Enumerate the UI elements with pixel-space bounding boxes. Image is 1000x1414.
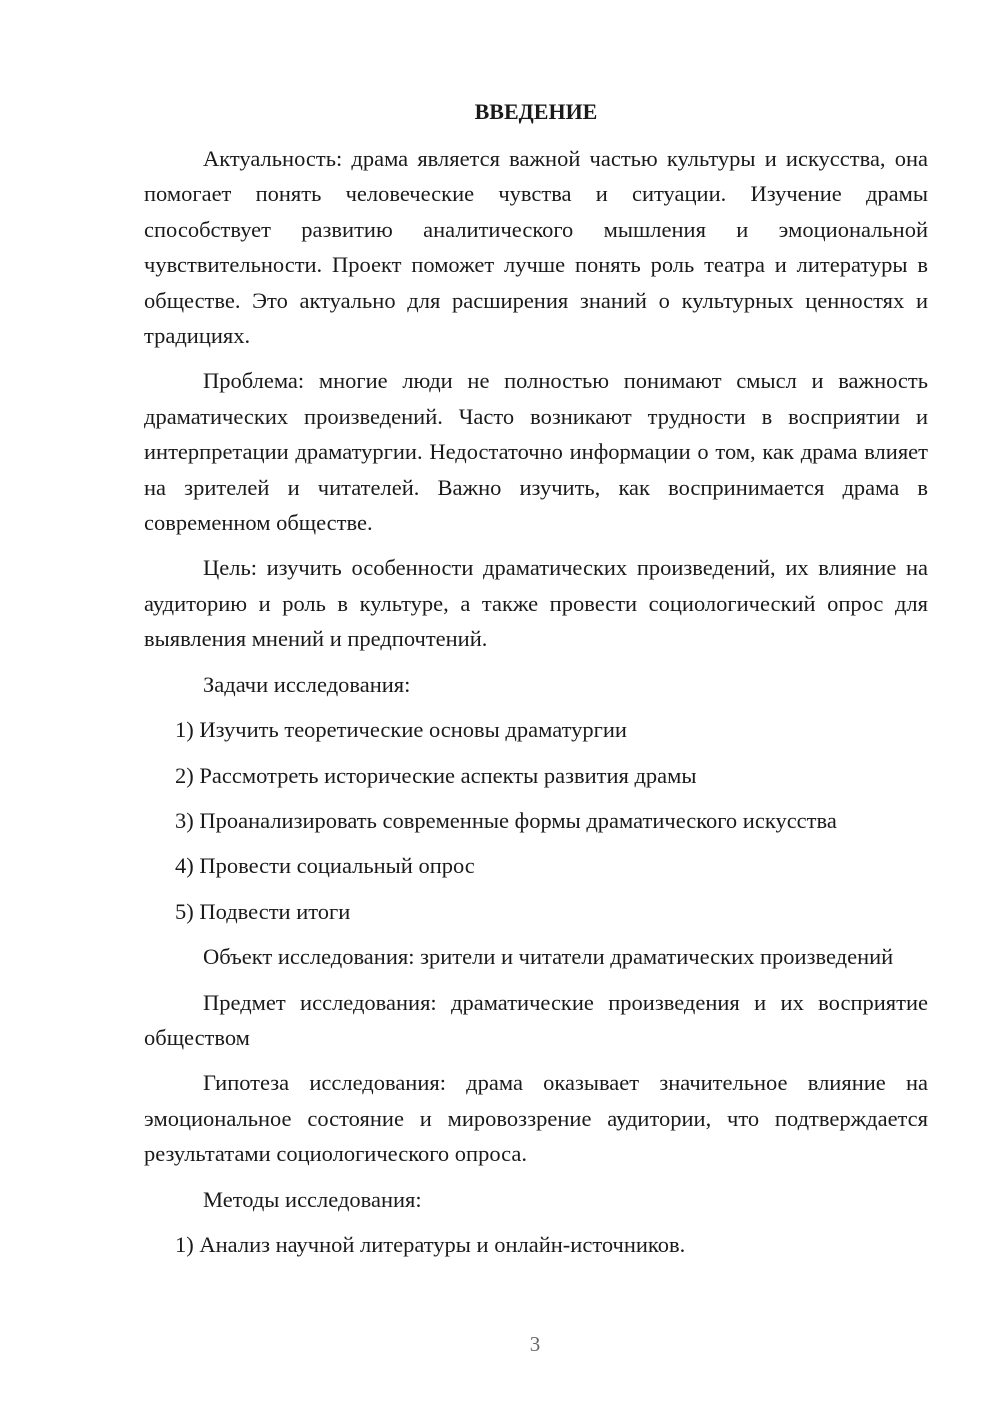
task-item-5: 5) Подвести итоги bbox=[175, 898, 351, 924]
paragraph-object: Объект исследования: зрители и читатели драматических произведений bbox=[203, 944, 894, 970]
page-number: 3 bbox=[529, 1332, 541, 1356]
task-item-4: 4) Провести социальный опрос bbox=[175, 853, 475, 879]
document-page bbox=[144, 94, 928, 1272]
paragraph-hypothesis: Гипотеза исследования: драма оказывает значительное влияние на эмоциональное состояние и мировоззрение аудитории, что подтверждается результатами социологического опроса. bbox=[144, 1070, 928, 1167]
task-item-3: 3) Проанализировать современные формы драматического искусства bbox=[175, 807, 837, 833]
tasks-heading: Задачи исследования: bbox=[203, 671, 411, 697]
paragraph-goal: Цель: изучить особенности драматических произведений, их влияние на аудиторию и роль в культуре, а также провести социологический опрос для выявления мнений и предпочтений. bbox=[144, 555, 928, 652]
paragraph-relevance: Актуальность: драма является важной частью культуры и искусства, она помогает понять человеческие чувства и ситуации. Изучение драмы способствует развитию аналитического мышления и эмоциональной чувствительности. Проект поможет лучше понять роль театра и литературы в обществе. Это актуально для расширения знаний о культурных ценностях и традициях. bbox=[144, 146, 928, 349]
task-item-1: 1) Изучить теоретические основы драматургии bbox=[175, 717, 627, 743]
methods-heading: Методы исследования: bbox=[203, 1186, 422, 1212]
paragraph-problem: Проблема: многие люди не полностью понимают смысл и важность драматических произведений. Часто возникают трудности в восприятии и интерпретации драматургии. Недостаточно информации о том, как драма влияет на зрителей и читателей. Важно изучить, как воспринимается драма в современном обществе. bbox=[144, 368, 928, 536]
paragraph-subject: Предмет исследования: драматические произведения и их восприятие обществом bbox=[144, 989, 928, 1050]
method-item-1: 1) Анализ научной литературы и онлайн-источников. bbox=[175, 1231, 686, 1257]
page-title: ВВЕДЕНИЕ bbox=[474, 99, 598, 124]
task-item-2: 2) Рассмотреть исторические аспекты развития драмы bbox=[175, 762, 697, 788]
